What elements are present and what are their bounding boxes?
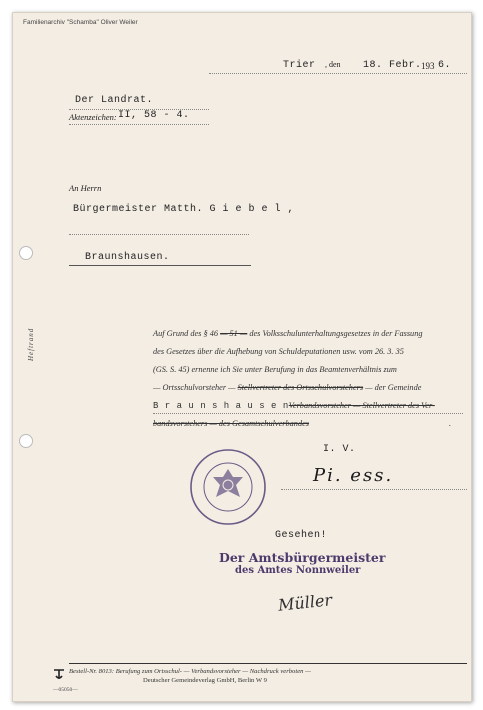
eagle-icon — [213, 469, 243, 497]
file-label: Aktenzeichen: — [69, 112, 117, 122]
punch-hole-bottom — [19, 434, 33, 448]
municipality-dotline — [153, 413, 463, 414]
mayor-stamp-line-2: des Amtes Nonnweiler — [235, 565, 361, 576]
date-underline — [209, 73, 467, 74]
body-line-3: (GS. S. 45) ernenne ich Sie unter Berufung in das Beamtenverhältnis zum — [153, 365, 397, 374]
to-label: An Herrn — [69, 183, 102, 193]
body-line-5: B r a u n s h a u s e nVerbandsvorsteher — Stellvertreter des Ver- — [153, 401, 435, 411]
den-label: , den — [325, 60, 341, 69]
archive-watermark: Familienarchiv "Schamba" Oliver Weiler — [23, 19, 138, 26]
footer-rule — [69, 663, 467, 664]
recipient: Bürgermeister Matth. G i e b e l , — [73, 204, 295, 215]
footer-line-2: Deutscher Gemeindeverlag GmbH, Berlin W 9 — [143, 677, 267, 684]
body-line-2: des Gesetzes über die Aufhebung von Schuldeputationen usw. vom 26. 3. 35 — [153, 347, 404, 356]
anchor-logo-icon — [53, 668, 65, 680]
mayor-stamp-line-1: Der Amtsbürgermeister — [219, 550, 386, 565]
place: Trier — [283, 60, 316, 71]
file-underline — [69, 124, 209, 125]
mayor-signature: Müller — [277, 590, 333, 615]
town-underline — [69, 265, 251, 266]
year-prefix: 193 — [421, 61, 435, 71]
recipient-underline — [69, 234, 249, 235]
signature-underline — [281, 489, 467, 490]
footer-line-1: Bestell-Nr. 8013: Berufung zum Ortsschul- — Verbandsvorsteher — Nachdruck verboten — — [69, 668, 311, 675]
body-line-6: bandsvorstehers — des Gesamtschulverbandes . — [153, 419, 452, 428]
authority: Der Landrat. — [75, 95, 154, 106]
town: Braunshausen. — [85, 252, 170, 263]
document-page — [12, 12, 472, 702]
iv-label: I. V. — [323, 444, 356, 455]
signature: Pi. ess. — [313, 465, 394, 486]
margin-label: Heftrand — [27, 327, 35, 361]
punch-hole-top — [19, 246, 33, 260]
body-line-1: Auf Grund des § 46 — 51 — des Volksschulunterhaltungsgesetzes in der Fassung — [153, 329, 423, 338]
file-number: II, 58 - 4. — [118, 110, 190, 121]
official-seal — [188, 447, 268, 527]
body-line-4: — Ortsschulvorsteher — Stellvertreter des Ortsschulvorstehers — der Gemeinde — [153, 383, 422, 392]
year-suffix: 6. — [438, 60, 452, 71]
footer-code: —05050— — [53, 687, 78, 693]
date: 18. Febr. — [363, 60, 422, 71]
seen-label: Gesehen! — [275, 530, 328, 541]
